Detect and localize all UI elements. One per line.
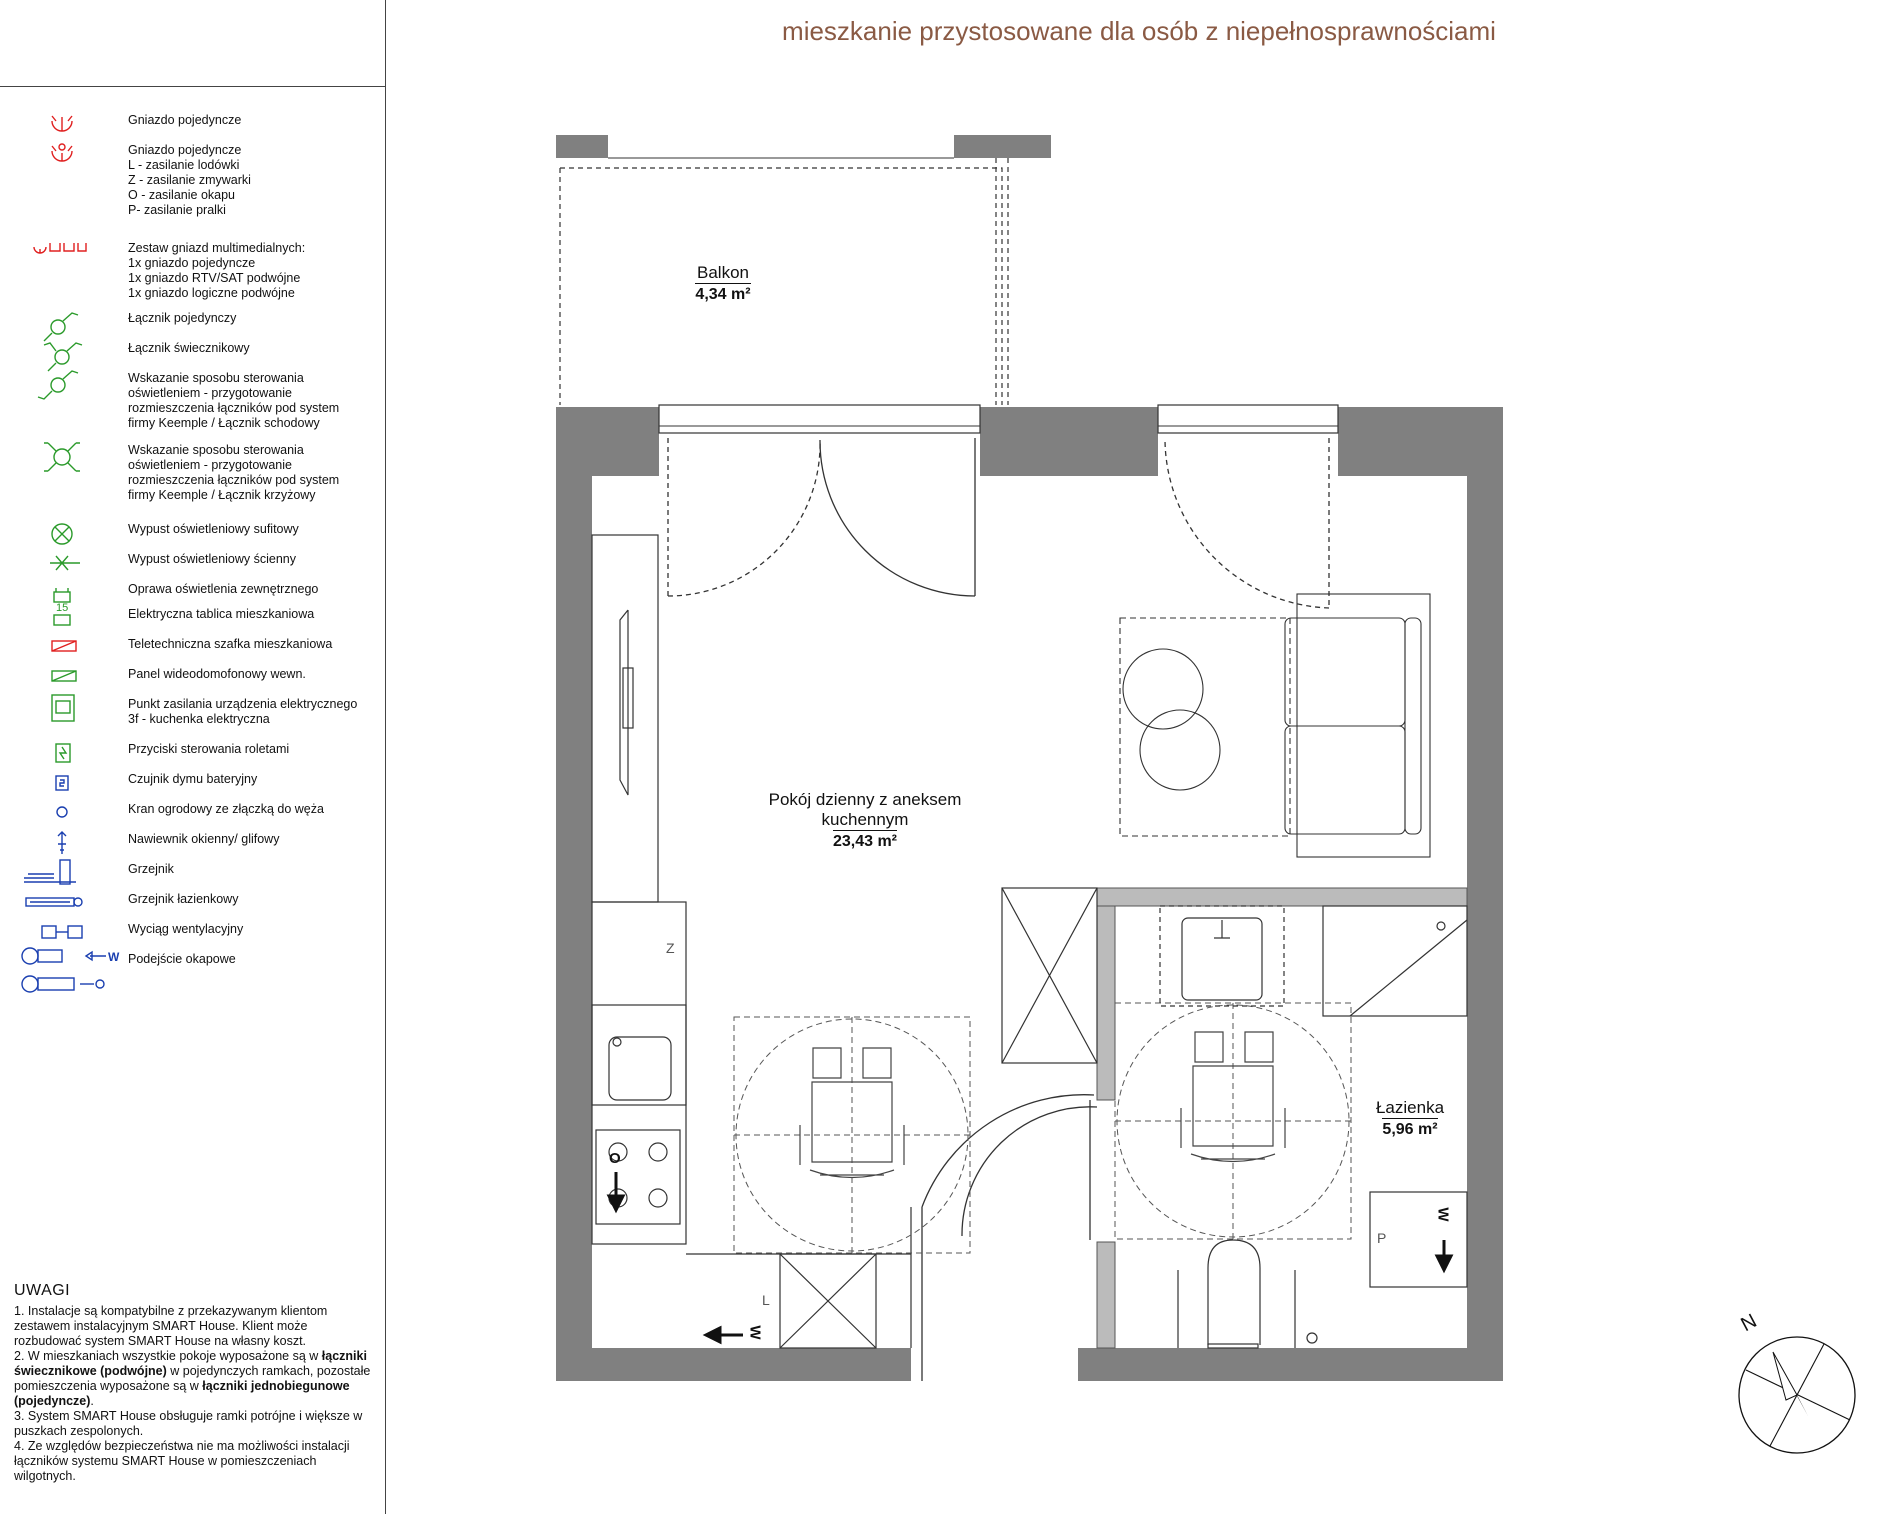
legend-item-label: Wskazanie sposobu sterowania oświetleniem - przygotowanie rozmieszczenia łączników pod system firmy Keemple / Łącznik krzyżowy (128, 443, 340, 502)
kitchen (592, 535, 686, 1244)
legend-item-label: Panel wideodomofonowy wewn. (128, 667, 306, 681)
legend-item-label: Grzejnik łazienkowy (128, 892, 239, 906)
legend-item-label: Podejście okapowe (128, 952, 236, 966)
turning-circle-living (736, 1019, 968, 1251)
sink-basin (609, 1037, 671, 1100)
toilet-support-rails (1178, 1270, 1295, 1348)
wall-left (556, 407, 592, 1381)
legend-item-label: Teletechniczna szafka mieszkaniowa (128, 637, 333, 651)
shower-tray (1323, 906, 1467, 1016)
wall-bathroom-left (1097, 890, 1115, 1100)
note-text: 1. Instalacje są kompatybilne z przekazywanym klientom zestawem instalacyjnym SMART House. Klient może rozbudować system SMART House na własny koszt. (14, 1304, 328, 1348)
living-furniture (1120, 594, 1430, 857)
legend-item-label: Elektryczna tablica mieszkaniowa (128, 607, 315, 621)
room-label-bathroom (1360, 1098, 1460, 1139)
turning-circle-bath (1117, 1005, 1349, 1237)
legend-item-label: Łącznik świecznikowy (128, 341, 250, 355)
room-name-bathroom: Łazienka (1375, 1098, 1445, 1117)
vent-arrow-hall (706, 1328, 743, 1342)
balcony-door-leaf-left (668, 438, 820, 596)
shower-head (1437, 922, 1445, 930)
wall-bottom-left (556, 1348, 911, 1381)
shower-diagonal (1350, 920, 1467, 1016)
legend-item-label: Punkt zasilania urządzenia elektrycznego 3f - kuchenka elektryczna (128, 697, 358, 726)
compass-needle-tail (1773, 1352, 1797, 1400)
notes-title: UWAGI (14, 1282, 71, 1299)
balcony-ledge-left (556, 135, 608, 158)
sink-tap (613, 1038, 621, 1046)
legend-item-label: Nawiewnik okienny/ glifowy (128, 832, 280, 846)
sink-cabinet (592, 1005, 686, 1105)
legend-item-label: Wypust oświetleniowy ścienny (128, 552, 297, 566)
legend-item-label: Gniazdo pojedyncze L - zasilanie lodówki Z - zasilanie zmywarki O - zasilanie okapu P- zasilanie pralki (128, 143, 251, 217)
entrance-door-leaf (922, 1095, 1094, 1381)
room-label-balcony (660, 263, 786, 304)
cooktop (596, 1130, 680, 1224)
wheelchairs (800, 1032, 1285, 1178)
legend-item-label: Przyciski sterowania roletami (128, 742, 290, 756)
window-right-frame (1158, 405, 1338, 433)
burner-4 (649, 1189, 667, 1207)
compass-axis-1 (1746, 1370, 1850, 1420)
wheelchair-turning-areas (734, 1003, 1351, 1253)
plan-letter-dishwasher: Z (666, 940, 675, 956)
note-emphasis: łączniki jednobiegunowe (pojedyncze) (14, 1379, 350, 1408)
wall-top-left-stub (556, 407, 659, 476)
balcony-ledge-right (954, 135, 1051, 158)
wall-bathroom-top (1097, 888, 1467, 906)
room-area-living: 23,43 m² (833, 830, 897, 851)
legend-item-label: Czujnik dymu bateryjny (128, 772, 258, 786)
room-name-balcony: Balkon (697, 263, 749, 282)
kitchen-tall-cabinet (592, 535, 658, 902)
wall-right (1467, 407, 1503, 1381)
sofa-arm (1405, 618, 1421, 834)
note-text: . (90, 1394, 94, 1408)
room-area-balcony: 4,34 m² (695, 283, 750, 304)
legend-item-label: Wypust oświetleniowy sufitowy (128, 522, 299, 536)
balcony-door-leaf-right (820, 438, 975, 596)
vent-arrows (609, 1172, 1451, 1342)
legend-item-label: Zestaw gniazd multimedialnych: 1x gniazdo pojedyncze 1x gniazdo RTV/SAT podwójne 1x gniazdo logiczne podwójne (128, 241, 306, 300)
legend-item-label: Gniazdo pojedyncze (128, 113, 242, 127)
room-name-living: Pokój dzienny z aneksem kuchennym (768, 790, 962, 829)
hood-w-label: W (108, 950, 120, 964)
legend-item-label: Kran ogrodowy ze złączką do węża (128, 802, 324, 816)
burner-2 (649, 1143, 667, 1161)
plan-letter-vent-bath: W (1434, 1207, 1452, 1222)
rug (1120, 618, 1290, 836)
legend-item-label: Oprawa oświetlenia zewnętrznego (128, 582, 319, 596)
fridge-door-handle (620, 610, 628, 795)
legend-item-label: Łącznik pojedynczy (128, 311, 237, 325)
wall-bathroom-left-lower (1097, 1242, 1115, 1348)
turning-axes-living (734, 1017, 970, 1253)
bathroom-door-leaf (962, 1107, 1097, 1236)
vent-arrow-bath (1437, 1240, 1451, 1270)
wardrobe-upper-cross (1002, 888, 1097, 1063)
note-text: w pojedynczych ramkach, pozostałe pomieszczenia wyposażone są w (14, 1364, 371, 1393)
note-text: 2. W mieszkaniach wszystkie pokoje wyposażone są w (14, 1349, 322, 1363)
note-text: 4. Ze względów bezpieczeństwa nie ma możliwości instalacji łączników systemu SMART House w pomieszczeniach wilgotnych. (14, 1439, 350, 1483)
legend-item-label: Grzejnik (128, 862, 174, 876)
panel-number-label: 15 (56, 602, 69, 614)
walls (556, 135, 1503, 1381)
coffee-table-2 (1140, 710, 1220, 790)
room-label-living (740, 790, 990, 851)
legend-item-label: Wyciąg wentylacyjny (128, 922, 244, 936)
plan-letter-fridge: L (762, 1292, 770, 1308)
sofa-seat-1 (1285, 618, 1405, 726)
note-emphasis: łączniki świecznikowe (podwójne) (14, 1349, 367, 1378)
plan-letter-hood: O (609, 1150, 621, 1167)
toilet-cistern (1208, 1344, 1258, 1348)
wall-top-middle (980, 407, 1158, 476)
wardrobe-lower-cross (780, 1254, 876, 1348)
sofa-seat-2 (1285, 726, 1405, 834)
note-text: 3. System SMART House obsługuje ramki potrójne i większe w puszkach zespolonych. (14, 1409, 363, 1438)
compass (1739, 1337, 1855, 1453)
balcony-door-frame (659, 405, 980, 433)
coffee-table-1 (1123, 649, 1203, 729)
compass-label: N (1737, 1309, 1761, 1337)
toilet-bowl (1208, 1240, 1260, 1345)
washbasin-tap (1214, 920, 1230, 938)
window-swing (1165, 438, 1329, 608)
plan-letter-washer: P (1377, 1230, 1387, 1246)
wall-bottom-right (1078, 1348, 1503, 1381)
plan-letter-vent-hall: W (746, 1325, 764, 1340)
page-title: mieszkanie przystosowane dla osób z niepełnosprawnościami (782, 16, 1496, 46)
turning-axes-bath (1115, 1003, 1351, 1239)
legend-item-label: Wskazanie sposobu sterowania oświetleniem - przygotowanie rozmieszczenia łączników pod system firmy Keemple / Łącznik schodowy (128, 371, 340, 430)
room-area-bathroom: 5,96 m² (1382, 1118, 1437, 1139)
floor-drain (1307, 1333, 1317, 1343)
